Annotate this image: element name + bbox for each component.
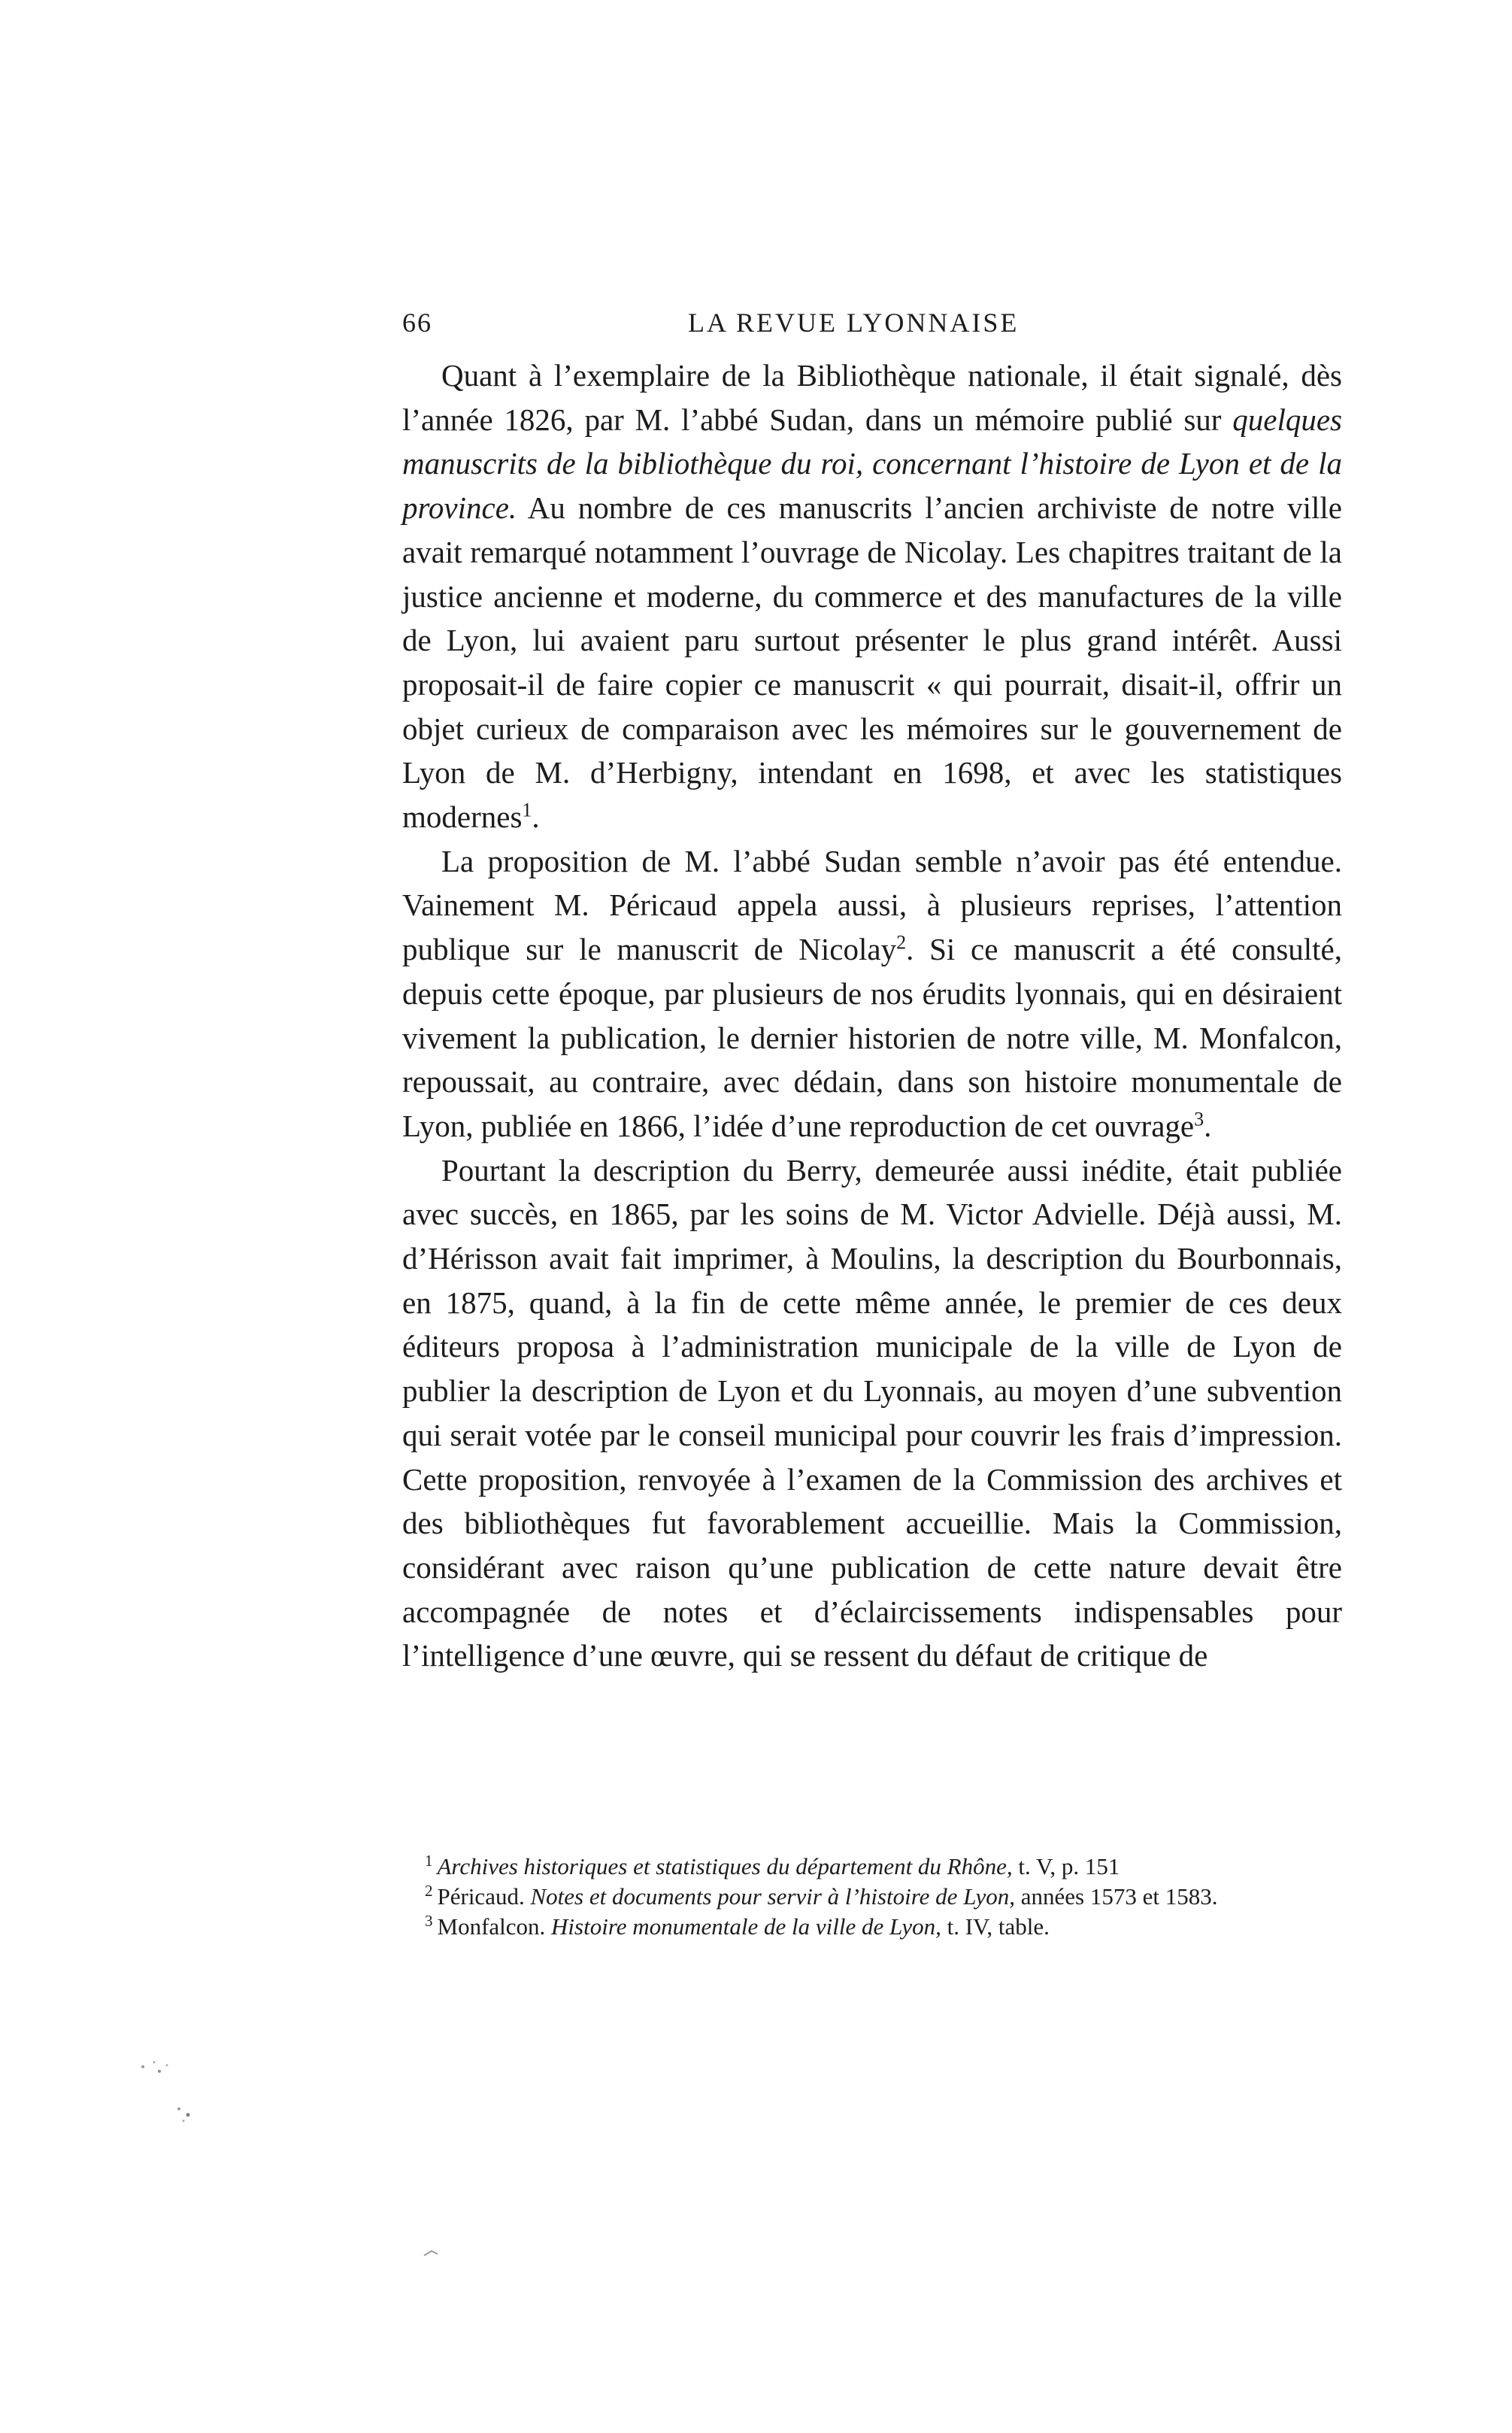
running-title: LA REVUE LYONNAISE — [688, 308, 1020, 338]
footnote-mark: 3 — [425, 1911, 433, 1930]
footnote-1 — [402, 1852, 1323, 1882]
footnote-3 — [402, 1912, 1323, 1942]
paper-speck — [421, 2245, 451, 2260]
page-header — [402, 307, 1056, 344]
footnote-italic: Histoire monumentale de la ville de Lyon, — [551, 1913, 941, 1940]
paragraph-2-text-a: La proposition de M. l’abbé Sudan semble n’avoir pas été entendue. Vainement M. Péricaud appela aussi, à plusieurs reprises, l’attention publique sur le manuscrit de Nicolay — [402, 843, 1342, 967]
footnote-ref-2: 2 — [896, 931, 907, 954]
paragraph-2-text-c: . — [1204, 1108, 1212, 1143]
footnote-rest: années 1573 et 1583. — [1015, 1883, 1218, 1910]
paragraph-3-text: Pourtant la description du Berry, demeurée aussi inédite, était publiée avec succès, en 1865, par les soins de M. Victor Advielle. Déjà aussi, M. d’Hérisson avait fait imprimer, à Moulins, la description du Bourbonnais, en 1875, quand, à la fin de cette même année, le premier de ces deux éditeurs proposa à l’administration municipale de la ville de Lyon de publier la description de Lyon et du Lyonnais, au moyen d’une subvention qui serait votée par le conseil municipal pour couvrir les frais d’impression. Cette proposition, renvoyée à l’examen de la Commission des archives et des bibliothèques fut favorablement accueillie. Mais la Commission, considérant avec raison qu’une publication de cette nature devait être accompagnée de notes et d’éclaircissements indispensables pour l’intelligence d’une œuvre, qui se ressent du défaut de critique de — [402, 1152, 1342, 1673]
paragraph-2-text-b: . Si ce manuscrit a été consulté, depuis cette époque, par plusieurs de nos érudits lyonnais, qui en désiraient vivement la publication, le dernier historien de notre ville, M. Monfalcon, repoussait, au contraire, avec dédain, dans son histoire monumentale de Lyon, publiée en 1866, l’idée d’une reproduction de cet ouvrage — [402, 932, 1343, 1143]
footnote-mark: 1 — [425, 1851, 433, 1870]
paragraph-1 — [402, 353, 1342, 839]
footnote-italic: Notes et documents pour servir à l’histoire de Lyon, — [530, 1883, 1016, 1910]
paragraph-3 — [402, 1148, 1342, 1678]
footnote-author: Péricaud. — [437, 1883, 531, 1910]
footnote-italic: Archives historiques et statistiques du département du Rhône, — [437, 1853, 1013, 1879]
paragraph-1-text-b: Au nombre de ces manuscrits l’ancien archiviste de notre ville avait remarqué notamment l’ouvrage de Nicolay. Les chapitres traitant de la justice ancienne et moderne, du commerce et des manufactures de la ville de Lyon, lui avaient paru surtout présenter le plus grand intérêt. Aussi proposait-il de faire copier ce manuscrit « qui pourrait, disait-il, offrir un objet curieux de comparaison avec les mémoires sur le gouvernement de Lyon de M. d’Herbigny, intendant en 1698, et avec les statistiques modernes — [402, 490, 1342, 835]
footnote-mark: 2 — [425, 1881, 433, 1900]
cited-title: quelques manuscrits de la bibliothèque du roi, concernant l’histoire de Lyon et de la province. — [402, 402, 1342, 526]
paragraph-2 — [402, 839, 1342, 1148]
footnote-2 — [402, 1882, 1323, 1912]
paragraph-1-text-a: Quant à l’exemplaire de la Bibliothèque nationale, il était signalé, dès l’année 1826, par M. l’abbé Sudan, dans un mémoire publié sur — [402, 358, 1342, 437]
paper-specks — [120, 2046, 226, 2136]
body-text — [402, 353, 1342, 1678]
footnote-rest: t. V, p. 151 — [1012, 1853, 1120, 1879]
footnote-author: Monfalcon. — [437, 1913, 552, 1940]
footnote-rest: t. IV, table. — [941, 1913, 1050, 1940]
footnote-ref-1: 1 — [522, 799, 532, 821]
paragraph-1-text-c: . — [532, 799, 540, 835]
footnote-ref-3: 3 — [1194, 1108, 1204, 1130]
footnotes — [402, 1852, 1323, 1942]
page-number: 66 — [402, 308, 432, 338]
